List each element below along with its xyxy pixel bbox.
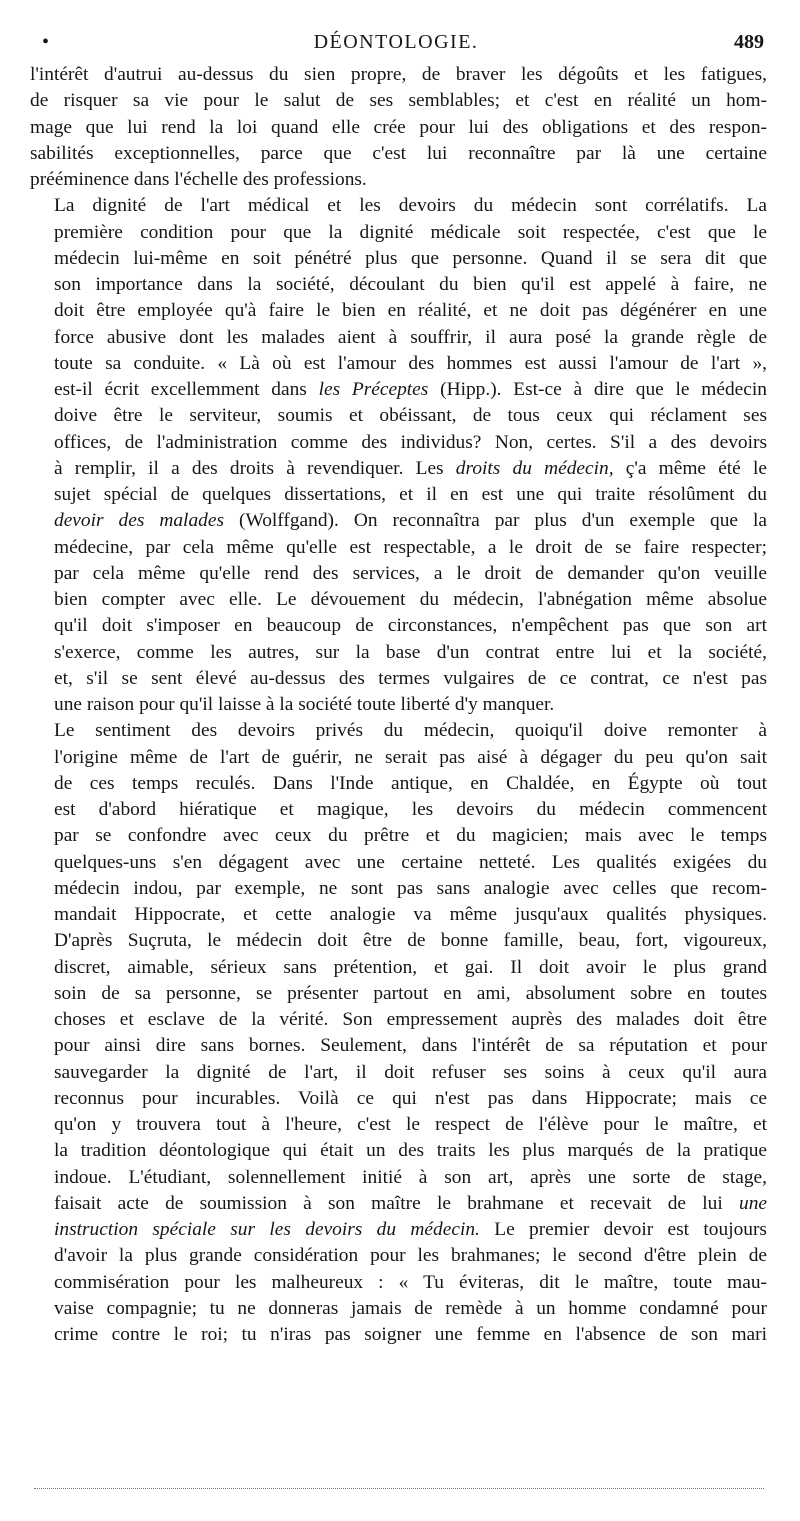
text-line: mandait Hippocrate, et cette analogie va même jusqu'aux qualités physiques. bbox=[54, 904, 767, 925]
text-line: crime contre le roi; tu n'iras pas soigner une femme en l'absence de son mari bbox=[54, 1324, 767, 1345]
text-line: son importance dans la société, découlant du bien qu'il est appelé à faire, ne bbox=[54, 274, 767, 295]
italic-phrase: instruction spéciale sur les devoirs du médecin. bbox=[54, 1219, 480, 1240]
text-line: offices, de l'administration comme des individus? Non, certes. S'il a des devoirs bbox=[54, 431, 767, 453]
text-line bbox=[30, 456, 767, 482]
text-line: première condition pour que la dignité médicale soit respectée, c'est que le bbox=[54, 221, 767, 243]
italic-title: les Préceptes bbox=[318, 379, 429, 400]
text-segment: ç'a même été le bbox=[625, 457, 767, 479]
page-number: 489 bbox=[734, 31, 764, 53]
text-line: s'exerce, comme les autres, sur la base d'un contrat entre lui et la société, bbox=[54, 641, 767, 663]
text-segment: (Wolffgand). On reconnaîtra par plus d'un exemple que la bbox=[239, 510, 767, 532]
text-line: de risquer sa vie pour le salut de ses semblables; et c'est en réalité un hom- bbox=[30, 90, 767, 112]
text-line: bien compter avec elle. Le dévouement du médecin, l'abnégation même absolue bbox=[54, 589, 767, 610]
text-line: doit être employée qu'à faire le bien en réalité, et ne doit pas dégénérer en une bbox=[54, 300, 767, 322]
text-line: Le sentiment des devoirs privés du médecin, quoiqu'il doive remonter à bbox=[54, 720, 767, 742]
text-line: d'avoir la plus grande considération pour les brahmanes; le second d'être plein de bbox=[54, 1245, 767, 1267]
text-line bbox=[30, 377, 767, 403]
running-header bbox=[28, 31, 764, 57]
italic-phrase: une bbox=[739, 1192, 767, 1214]
italic-title: devoir des malades bbox=[54, 510, 224, 532]
text-line: sujet spécial de quelques dissertations, et il en est une qui traite résolûment du bbox=[54, 484, 767, 505]
text-line: est d'abord hiératique et magique, les devoirs du médecin commencent bbox=[54, 799, 767, 820]
text-line: médecin indou, par exemple, ne sont pas sans analogie avec celles que recom- bbox=[54, 877, 767, 899]
text-line bbox=[30, 1191, 767, 1217]
text-line: reconnus pour incurables. Voilà ce qui n'est pas dans Hippocrate; mais ce bbox=[54, 1087, 767, 1109]
italic-phrase: droits du médecin, bbox=[455, 457, 614, 479]
text-line: qu'il doit s'imposer en beaucoup de circonstances, n'empêchent pas que son art bbox=[54, 615, 767, 637]
text-line: pour ainsi dire sans bornes. Seulement, dans l'intérêt de sa réputation et pour bbox=[54, 1035, 767, 1057]
paragraph-3 bbox=[30, 718, 767, 1348]
text-line: indoue. L'étudiant, solennellement initié à son art, après une sorte de stage, bbox=[54, 1166, 767, 1188]
text-line: une raison pour qu'il laisse à la société toute liberté d'y manquer. bbox=[54, 694, 555, 715]
text-line: soin de sa personne, se présenter partout en ami, absolument sobre en toutes bbox=[54, 982, 767, 1004]
text-segment: est-il écrit excellemment dans bbox=[54, 379, 307, 400]
text-segment: à remplir, il a des droits à revendiquer. Les bbox=[54, 457, 444, 479]
text-line: sauvegarder la dignité de l'art, il doit refuser ses soins à ceux qu'il aura bbox=[54, 1061, 767, 1083]
text-line: de ces temps reculés. Dans l'Inde antique, en Chaldée, en Égypte où tout bbox=[54, 772, 767, 794]
text-line: discret, aimable, sérieux sans prétention, et gai. Il doit avoir le plus grand bbox=[54, 956, 767, 978]
text-line: commisération pour les malheureux : « Tu éviteras, dit le maître, toute mau- bbox=[54, 1271, 767, 1293]
text-line: doive être le serviteur, soumis et obéissant, de tous ceux qui réclament ses bbox=[54, 405, 767, 427]
text-segment: faisait acte de soumission à son maître le brahmane et recevait de lui bbox=[54, 1192, 723, 1214]
text-line: D'après Suçruta, le médecin doit être de bonne famille, beau, fort, vigoureux, bbox=[54, 930, 767, 952]
text-line: toute sa conduite. « Là où est l'amour des hommes est aussi l'amour de l'art », bbox=[54, 352, 767, 374]
text-line: qu'on y trouvera tout à l'heure, c'est le respect de l'élève pour le maître, et bbox=[54, 1114, 767, 1135]
text-line: l'origine même de l'art de guérir, ne serait pas aisé à dégager du peu qu'on sait bbox=[54, 746, 767, 768]
text-line: la tradition déontologique qui était un des traits les plus marqués de la pratique bbox=[54, 1140, 767, 1162]
text-line: médecine, par cela même qu'elle est respectable, a le droit de se faire respecter; bbox=[54, 536, 767, 558]
text-line: vaise compagnie; tu ne donneras jamais de remède à un homme condamné pour bbox=[54, 1297, 767, 1319]
text-line bbox=[30, 508, 767, 534]
paragraph-2 bbox=[30, 193, 767, 718]
header-dot: • bbox=[42, 31, 50, 53]
text-segment: Le premier devoir est toujours bbox=[494, 1219, 767, 1240]
text-line: sabilités exceptionnelles, parce que c'est lui reconnaître par là une certaine bbox=[30, 142, 767, 164]
text-line: et, s'il se sent élevé au-dessus des termes vulgaires de ce contrat, ce n'est pas bbox=[54, 667, 767, 689]
text-line: l'intérêt d'autrui au-dessus du sien propre, de braver les dégoûts et les fatigues, bbox=[30, 64, 767, 85]
text-line: force abusive dont les malades aient à souffrir, il aura posé la grande règle de bbox=[54, 326, 767, 348]
text-segment: (Hipp.). Est-ce à dire que le médecin bbox=[440, 379, 767, 400]
text-line: mage que lui rend la loi quand elle crée pour lui des obligations et des respon- bbox=[30, 116, 767, 138]
text-line: prééminence dans l'échelle des professions. bbox=[30, 169, 367, 190]
text-line bbox=[30, 1217, 767, 1243]
running-title: DÉONTOLOGIE. bbox=[313, 31, 479, 53]
text-line: médecin lui-même en soit pénétré plus que personne. Quand il se sera dit que bbox=[54, 247, 767, 269]
body-text bbox=[30, 62, 767, 1348]
text-line: par se confondre avec ceux du prêtre et du magicien; mais avec le temps bbox=[54, 825, 767, 847]
text-line: choses et esclave de la vérité. Son empressement auprès des malades doit être bbox=[54, 1009, 767, 1030]
footer-dotted-rule bbox=[34, 1488, 764, 1489]
text-line: La dignité de l'art médical et les devoirs du médecin sont corrélatifs. La bbox=[54, 195, 767, 217]
text-line: par cela même qu'elle rend des services, a le droit de demander qu'on veuille bbox=[54, 562, 767, 584]
text-line: quelques-uns s'en dégagent avec une certaine netteté. Les qualités exigées du bbox=[54, 851, 767, 873]
paragraph-1 bbox=[30, 62, 767, 193]
